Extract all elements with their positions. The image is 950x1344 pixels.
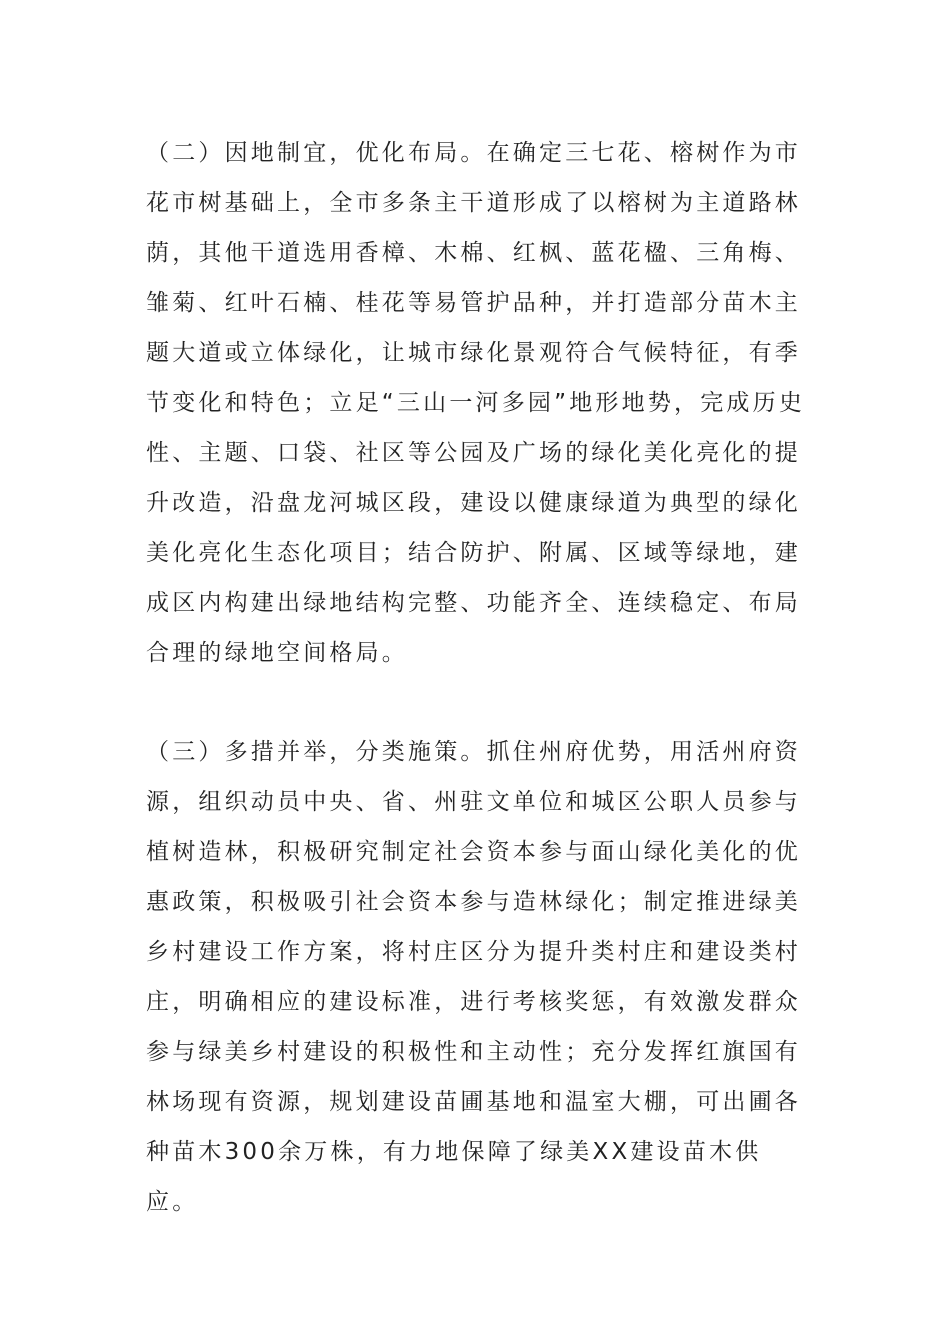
paragraph-multiple-measures: （三）多措并举，分类施策。抓住州府优势，用活州府资源，组织动员中央、省、州驻文单位和城区公职人员参与植树造林，积极研究制定社会资本参与面山绿化美化的优惠政策，积极吸引社会资本参与造林绿化；制定推进绿美乡村建设工作方案，将村庄区分为提升类村庄和建设类村庄，明确相应的建设标准，进行考核奖惩，有效激发群众参与绿美乡村建设的积极性和主动性；充分发挥红旗国有林场现有资源，规划建设苗圃基地和温室大棚，可出圃各种苗木300余万株，有力地保障了绿美XX建设苗木供应。: [146, 739, 801, 1215]
paragraph-urban-greening-layout: （二）因地制宜，优化布局。在确定三七花、榕树作为市花市树基础上，全市多条主干道形成了以榕树为主道路林荫，其他干道选用香樟、木棉、红枫、蓝花楹、三角梅、雏菊、红叶石楠、桂花等易管护品种，并打造部分苗木主题大道或立体绿化，让城市绿化景观符合气候特征，有季节变化和特色；立足“三山一河多园”地形地势，完成历史性、主题、口袋、社区等公园及广场的绿化美化亮化的提升改造，沿盘龙河城区段，建设以健康绿道为典型的绿化美化亮化生态化项目；结合防护、附属、区域等绿地，建成区内构建出绿地结构完整、功能齐全、连续稳定、布局合理的绿地空间格局。: [146, 140, 806, 666]
